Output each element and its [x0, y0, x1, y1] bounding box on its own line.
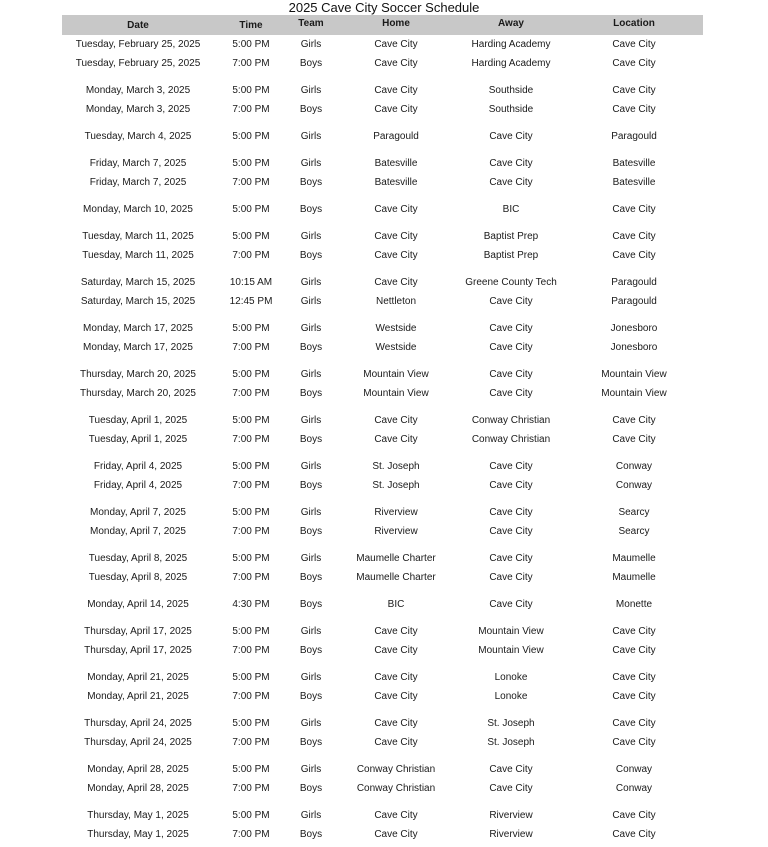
table-row — [0, 83, 768, 99]
team-cell: Girls — [300, 553, 322, 564]
team-cell: Boys — [299, 58, 323, 69]
home-cell: Cave City — [374, 58, 418, 69]
date-cell: Friday, March 7, 2025 — [89, 177, 187, 188]
table-row — [0, 808, 768, 824]
away-cell: Riverview — [489, 810, 533, 821]
date-cell: Monday, March 3, 2025 — [85, 104, 191, 115]
table-row — [0, 275, 768, 291]
location-cell: Cave City — [612, 810, 656, 821]
home-cell: Cave City — [374, 204, 418, 215]
home-cell: Nettleton — [375, 296, 417, 307]
location-cell: Batesville — [612, 177, 656, 188]
location-cell: Conway — [615, 764, 653, 775]
time-cell: 4:30 PM — [232, 599, 270, 610]
home-cell: BIC — [387, 599, 405, 610]
time-cell: 7:00 PM — [232, 104, 270, 115]
table-row — [0, 367, 768, 383]
location-cell: Cave City — [612, 718, 656, 729]
date-cell: Thursday, April 17, 2025 — [84, 626, 192, 637]
time-cell: 7:00 PM — [232, 388, 270, 399]
home-cell: Riverview — [374, 507, 418, 518]
location-cell: Cave City — [612, 104, 656, 115]
away-cell: Cave City — [489, 599, 533, 610]
table-row — [0, 570, 768, 586]
team-cell: Girls — [300, 672, 322, 683]
away-cell: Cave City — [489, 507, 533, 518]
location-cell: Cave City — [612, 645, 656, 656]
team-cell: Girls — [300, 718, 322, 729]
home-cell: Cave City — [374, 645, 418, 656]
home-cell: Cave City — [374, 39, 418, 50]
away-cell: Lonoke — [494, 672, 528, 683]
team-cell: Girls — [300, 39, 322, 50]
away-cell: Mountain View — [478, 645, 544, 656]
team-cell: Boys — [299, 342, 323, 353]
time-cell: 7:00 PM — [232, 645, 270, 656]
time-cell: 7:00 PM — [232, 250, 270, 261]
date-cell: Thursday, March 20, 2025 — [80, 369, 196, 380]
away-cell: Cave City — [489, 158, 533, 169]
location-cell: Conway — [615, 783, 653, 794]
date-cell: Monday, March 3, 2025 — [85, 85, 191, 96]
home-cell: Paragould — [373, 131, 419, 142]
team-cell: Boys — [299, 480, 323, 491]
home-cell: Cave City — [374, 104, 418, 115]
date-cell: Saturday, March 15, 2025 — [80, 277, 196, 288]
time-cell: 7:00 PM — [232, 480, 270, 491]
team-cell: Boys — [299, 599, 323, 610]
away-cell: Cave City — [489, 323, 533, 334]
home-cell: Cave City — [374, 415, 418, 426]
time-cell: 5:00 PM — [232, 718, 270, 729]
column-header-time: Time — [239, 20, 263, 31]
home-cell: Conway Christian — [356, 783, 436, 794]
location-cell: Cave City — [612, 626, 656, 637]
table-row — [0, 670, 768, 686]
team-cell: Boys — [299, 691, 323, 702]
table-row — [0, 321, 768, 337]
location-cell: Paragould — [611, 296, 657, 307]
home-cell: Mountain View — [363, 388, 429, 399]
time-cell: 7:00 PM — [232, 829, 270, 840]
table-row — [0, 762, 768, 778]
team-cell: Boys — [299, 572, 323, 583]
home-cell: Cave City — [374, 85, 418, 96]
table-row — [0, 827, 768, 843]
table-row — [0, 781, 768, 797]
away-cell: BIC — [502, 204, 520, 215]
team-cell: Boys — [299, 250, 323, 261]
date-cell: Tuesday, April 8, 2025 — [88, 572, 188, 583]
table-row — [0, 156, 768, 172]
away-cell: Cave City — [489, 461, 533, 472]
table-row — [0, 689, 768, 705]
time-cell: 5:00 PM — [232, 672, 270, 683]
team-cell: Boys — [299, 177, 323, 188]
home-cell: Cave City — [374, 829, 418, 840]
away-cell: Cave City — [489, 369, 533, 380]
location-cell: Jonesboro — [610, 323, 658, 334]
table-row — [0, 716, 768, 732]
time-cell: 7:00 PM — [232, 572, 270, 583]
home-cell: St. Joseph — [372, 461, 420, 472]
location-cell: Searcy — [618, 507, 650, 518]
team-cell: Girls — [300, 461, 322, 472]
date-cell: Monday, March 17, 2025 — [83, 323, 193, 334]
page-title: 2025 Cave City Soccer Schedule — [288, 0, 480, 15]
date-cell: Tuesday, April 1, 2025 — [88, 415, 188, 426]
table-row — [0, 597, 768, 613]
date-cell: Tuesday, February 25, 2025 — [75, 58, 201, 69]
away-cell: Cave City — [489, 764, 533, 775]
away-cell: Cave City — [489, 783, 533, 794]
time-cell: 5:00 PM — [232, 626, 270, 637]
date-cell: Tuesday, March 11, 2025 — [82, 231, 194, 242]
home-cell: Westside — [375, 323, 417, 334]
date-cell: Tuesday, April 1, 2025 — [88, 434, 188, 445]
location-cell: Cave City — [612, 231, 656, 242]
home-cell: Cave City — [374, 250, 418, 261]
team-cell: Boys — [299, 645, 323, 656]
away-cell: Conway Christian — [471, 415, 551, 426]
date-cell: Monday, April 28, 2025 — [87, 783, 189, 794]
location-cell: Cave City — [612, 737, 656, 748]
time-cell: 5:00 PM — [232, 461, 270, 472]
date-cell: Tuesday, March 4, 2025 — [84, 131, 192, 142]
location-cell: Cave City — [612, 39, 656, 50]
home-cell: Cave City — [374, 737, 418, 748]
location-cell: Cave City — [612, 204, 656, 215]
date-cell: Tuesday, March 11, 2025 — [82, 250, 194, 261]
away-cell: Harding Academy — [471, 39, 551, 50]
home-cell: Cave City — [374, 626, 418, 637]
home-cell: Cave City — [374, 277, 418, 288]
location-cell: Cave City — [612, 58, 656, 69]
table-row — [0, 102, 768, 118]
team-cell: Boys — [299, 434, 323, 445]
home-cell: St. Joseph — [372, 480, 420, 491]
home-cell: Conway Christian — [356, 764, 436, 775]
location-cell: Conway — [615, 480, 653, 491]
home-cell: Cave City — [374, 231, 418, 242]
time-cell: 5:00 PM — [232, 231, 270, 242]
team-cell: Girls — [300, 85, 322, 96]
location-cell: Cave City — [612, 434, 656, 445]
team-cell: Girls — [300, 131, 322, 142]
time-cell: 5:00 PM — [232, 204, 270, 215]
table-row — [0, 340, 768, 356]
date-cell: Thursday, April 24, 2025 — [84, 718, 192, 729]
time-cell: 5:00 PM — [232, 323, 270, 334]
team-cell: Boys — [299, 737, 323, 748]
team-cell: Boys — [299, 526, 323, 537]
date-cell: Monday, March 10, 2025 — [83, 204, 193, 215]
away-cell: Baptist Prep — [483, 250, 539, 261]
away-cell: Cave City — [489, 526, 533, 537]
time-cell: 5:00 PM — [232, 131, 270, 142]
home-cell: Batesville — [374, 177, 418, 188]
table-row — [0, 386, 768, 402]
table-row — [0, 294, 768, 310]
home-cell: Westside — [375, 342, 417, 353]
table-row — [0, 56, 768, 72]
table-row — [0, 129, 768, 145]
away-cell: Conway Christian — [471, 434, 551, 445]
away-cell: Mountain View — [478, 626, 544, 637]
location-cell: Cave City — [612, 85, 656, 96]
home-cell: Maumelle Charter — [356, 572, 436, 583]
time-cell: 5:00 PM — [232, 85, 270, 96]
table-row — [0, 37, 768, 53]
location-cell: Paragould — [611, 277, 657, 288]
location-cell: Mountain View — [601, 388, 667, 399]
location-cell: Monette — [615, 599, 653, 610]
location-cell: Jonesboro — [610, 342, 658, 353]
time-cell: 7:00 PM — [232, 177, 270, 188]
date-cell: Monday, April 21, 2025 — [87, 691, 189, 702]
time-cell: 12:45 PM — [229, 296, 273, 307]
away-cell: Southside — [488, 85, 534, 96]
away-cell: St. Joseph — [487, 737, 535, 748]
column-header-location: Location — [613, 18, 655, 29]
column-header-team: Team — [298, 18, 324, 29]
table-row — [0, 551, 768, 567]
away-cell: Cave City — [489, 131, 533, 142]
date-cell: Thursday, May 1, 2025 — [87, 829, 189, 840]
home-cell: Batesville — [374, 158, 418, 169]
away-cell: Lonoke — [494, 691, 528, 702]
table-row — [0, 413, 768, 429]
column-header-away: Away — [498, 18, 524, 29]
table-row — [0, 175, 768, 191]
team-cell: Girls — [300, 296, 322, 307]
time-cell: 5:00 PM — [232, 810, 270, 821]
team-cell: Boys — [299, 829, 323, 840]
time-cell: 5:00 PM — [232, 764, 270, 775]
date-cell: Monday, April 7, 2025 — [90, 526, 186, 537]
location-cell: Cave City — [612, 691, 656, 702]
away-cell: Cave City — [489, 388, 533, 399]
time-cell: 5:00 PM — [232, 553, 270, 564]
column-header-date: Date — [127, 20, 149, 31]
location-cell: Conway — [615, 461, 653, 472]
date-cell: Monday, April 28, 2025 — [87, 764, 189, 775]
location-cell: Batesville — [612, 158, 656, 169]
away-cell: Cave City — [489, 480, 533, 491]
home-cell: Cave City — [374, 434, 418, 445]
date-cell: Friday, March 7, 2025 — [89, 158, 187, 169]
time-cell: 5:00 PM — [232, 507, 270, 518]
time-cell: 7:00 PM — [232, 526, 270, 537]
home-cell: Cave City — [374, 672, 418, 683]
date-cell: Friday, April 4, 2025 — [93, 461, 183, 472]
team-cell: Girls — [300, 277, 322, 288]
away-cell: Cave City — [489, 553, 533, 564]
location-cell: Maumelle — [612, 553, 656, 564]
time-cell: 10:15 AM — [229, 277, 273, 288]
team-cell: Girls — [300, 323, 322, 334]
away-cell: Cave City — [489, 572, 533, 583]
time-cell: 7:00 PM — [232, 691, 270, 702]
home-cell: Cave City — [374, 718, 418, 729]
away-cell: Cave City — [489, 342, 533, 353]
location-cell: Cave City — [612, 672, 656, 683]
away-cell: Baptist Prep — [483, 231, 539, 242]
team-cell: Boys — [299, 783, 323, 794]
date-cell: Monday, April 7, 2025 — [90, 507, 186, 518]
table-row — [0, 459, 768, 475]
team-cell: Girls — [300, 415, 322, 426]
time-cell: 5:00 PM — [232, 39, 270, 50]
team-cell: Girls — [300, 626, 322, 637]
table-row — [0, 624, 768, 640]
team-cell: Girls — [300, 369, 322, 380]
away-cell: Cave City — [489, 296, 533, 307]
team-cell: Girls — [300, 158, 322, 169]
location-cell: Mountain View — [601, 369, 667, 380]
table-row — [0, 643, 768, 659]
away-cell: Harding Academy — [471, 58, 551, 69]
away-cell: St. Joseph — [487, 718, 535, 729]
away-cell: Southside — [488, 104, 534, 115]
home-cell: Maumelle Charter — [356, 553, 436, 564]
table-row — [0, 524, 768, 540]
home-cell: Cave City — [374, 691, 418, 702]
table-row — [0, 505, 768, 521]
team-cell: Boys — [299, 388, 323, 399]
time-cell: 7:00 PM — [232, 783, 270, 794]
date-cell: Thursday, April 17, 2025 — [84, 645, 192, 656]
location-cell: Cave City — [612, 250, 656, 261]
away-cell: Greene County Tech — [465, 277, 557, 288]
column-header-home: Home — [382, 18, 410, 29]
team-cell: Girls — [300, 810, 322, 821]
team-cell: Girls — [300, 507, 322, 518]
team-cell: Girls — [300, 231, 322, 242]
time-cell: 5:00 PM — [232, 415, 270, 426]
home-cell: Mountain View — [363, 369, 429, 380]
team-cell: Girls — [300, 764, 322, 775]
date-cell: Thursday, May 1, 2025 — [87, 810, 189, 821]
date-cell: Monday, April 21, 2025 — [87, 672, 189, 683]
home-cell: Cave City — [374, 810, 418, 821]
date-cell: Monday, March 17, 2025 — [83, 342, 193, 353]
date-cell: Tuesday, April 8, 2025 — [88, 553, 188, 564]
date-cell: Saturday, March 15, 2025 — [80, 296, 196, 307]
location-cell: Paragould — [611, 131, 657, 142]
location-cell: Cave City — [612, 415, 656, 426]
date-cell: Tuesday, February 25, 2025 — [75, 39, 201, 50]
time-cell: 7:00 PM — [232, 58, 270, 69]
home-cell: Riverview — [374, 526, 418, 537]
date-cell: Thursday, April 24, 2025 — [84, 737, 192, 748]
time-cell: 7:00 PM — [232, 342, 270, 353]
away-cell: Cave City — [489, 177, 533, 188]
date-cell: Thursday, March 20, 2025 — [80, 388, 196, 399]
time-cell: 7:00 PM — [232, 434, 270, 445]
team-cell: Boys — [299, 204, 323, 215]
table-row — [0, 735, 768, 751]
time-cell: 7:00 PM — [232, 737, 270, 748]
table-row — [0, 432, 768, 448]
location-cell: Searcy — [618, 526, 650, 537]
table-row — [0, 248, 768, 264]
location-cell: Cave City — [612, 829, 656, 840]
away-cell: Riverview — [489, 829, 533, 840]
date-cell: Monday, April 14, 2025 — [87, 599, 189, 610]
time-cell: 5:00 PM — [232, 369, 270, 380]
team-cell: Boys — [299, 104, 323, 115]
table-row — [0, 202, 768, 218]
location-cell: Maumelle — [612, 572, 656, 583]
date-cell: Friday, April 4, 2025 — [93, 480, 183, 491]
table-row — [0, 478, 768, 494]
time-cell: 5:00 PM — [232, 158, 270, 169]
table-row — [0, 229, 768, 245]
